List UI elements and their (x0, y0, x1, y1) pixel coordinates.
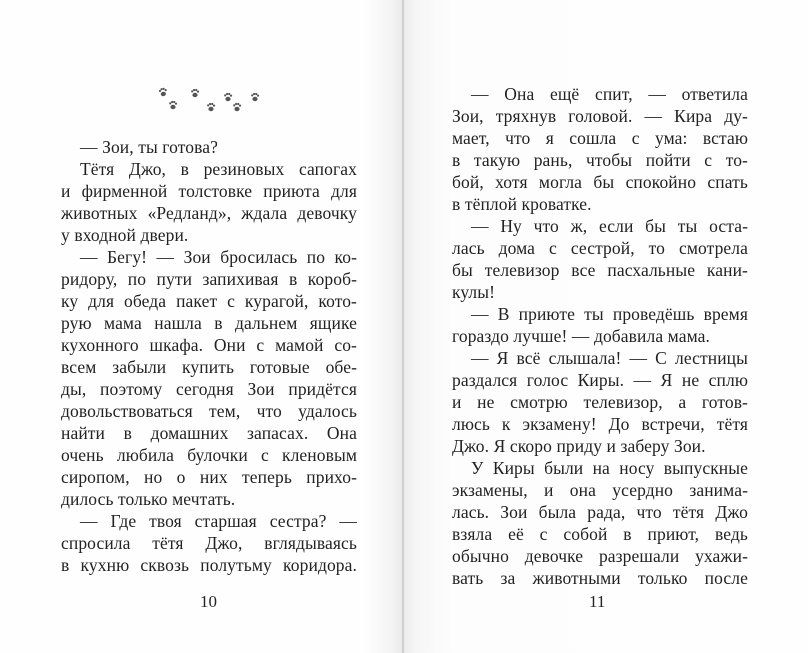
text-line: и фирменной толстовке приюта для (61, 181, 357, 201)
text-line: экзамены, и она усердно занима- (452, 480, 748, 500)
page-number-left: 10 (200, 592, 217, 611)
text-line: и не смотрю телевизор, а готов- (452, 392, 748, 412)
text-line: у входной двери. (61, 225, 189, 245)
text-line: — В приюте ты проведёшь время (471, 304, 748, 324)
text-line: обычно девочке разрешали ухажи- (452, 546, 748, 566)
text-line: гораздо лучше! — добавила мама. (452, 326, 710, 346)
text-line: ридору, по пути запихивая в короб- (61, 269, 357, 289)
text-line: в такую рань, чтобы пойти с то- (452, 150, 748, 170)
text-line: спросила тётя Джо, вглядываясь (61, 533, 357, 553)
text-line: довольствоваться тем, что удалось (61, 401, 357, 421)
text-line: сиропом, но о них теперь прихо- (61, 467, 357, 487)
text-line: — Зои, ты готова? (80, 137, 218, 157)
text-line: ды, поэтому сегодня Зои придётся (61, 379, 357, 399)
text-line: вать за животными только после (452, 568, 748, 588)
text-line: дилось только мечтать. (61, 489, 236, 509)
text-line: лась. Зои была рада, что тётя Джо (452, 502, 748, 522)
text-line: бой, хотя могла бы спокойно спать (452, 172, 748, 192)
text-line: — Бегу! — Зои бросилась по ко- (80, 247, 357, 267)
text-line: кухонного шкафа. Они с мамой со- (61, 335, 357, 355)
text-line: бы телевизор все пасхальные кани- (452, 260, 748, 280)
text-line: Джо. Я скоро приду и заберу Зои. (452, 436, 706, 456)
right-page-text (452, 83, 748, 589)
text-line: — Я всё слышала! — С лестницы (471, 348, 748, 368)
text-line: рую мама нашла в дальнем ящике (61, 313, 357, 333)
paw-prints-icon (150, 80, 270, 120)
text-line: — Ну что ж, если бы ты оста- (471, 216, 748, 236)
left-page (0, 0, 403, 653)
text-line: раздался голос Киры. — Я не сплю (452, 370, 748, 390)
text-line: У Киры были на носу выпускные (471, 458, 748, 478)
text-line: кулы! (452, 282, 496, 302)
text-line: очень любила булочки с кленовым (61, 445, 357, 465)
text-line: всем забыли купить готовые обе- (61, 357, 357, 377)
text-line: ку для обеда пакет с курагой, кото- (61, 291, 357, 311)
text-line: в тёплой кроватке. (452, 194, 592, 214)
text-line: в кухню сквозь полутьму коридора. (61, 555, 357, 575)
text-line: найти в домашних запасах. Она (61, 423, 357, 443)
text-line: лась дома с сестрой, то смотрела (452, 238, 748, 258)
text-line: люсь к экзамену! До встречи, тётя (452, 414, 748, 434)
text-line: — Она ещё спит, — ответила (471, 84, 748, 104)
paw-prints-ornament (150, 80, 270, 120)
text-line: Тётя Джо, в резиновых сапогах (80, 159, 357, 179)
text-line: животных «Редланд», ждала девочку (61, 203, 357, 223)
page-number-right: 11 (589, 592, 606, 611)
text-line: — Где твоя старшая сестра? — (80, 511, 357, 531)
right-page (404, 0, 808, 653)
left-page-text (61, 136, 357, 576)
text-line: взяла её с собой в приют, ведь (452, 524, 748, 544)
text-line: мает, что я сошла с ума: встаю (452, 128, 748, 148)
text-line: Зои, тряхнув головой. — Кира ду- (452, 106, 748, 126)
